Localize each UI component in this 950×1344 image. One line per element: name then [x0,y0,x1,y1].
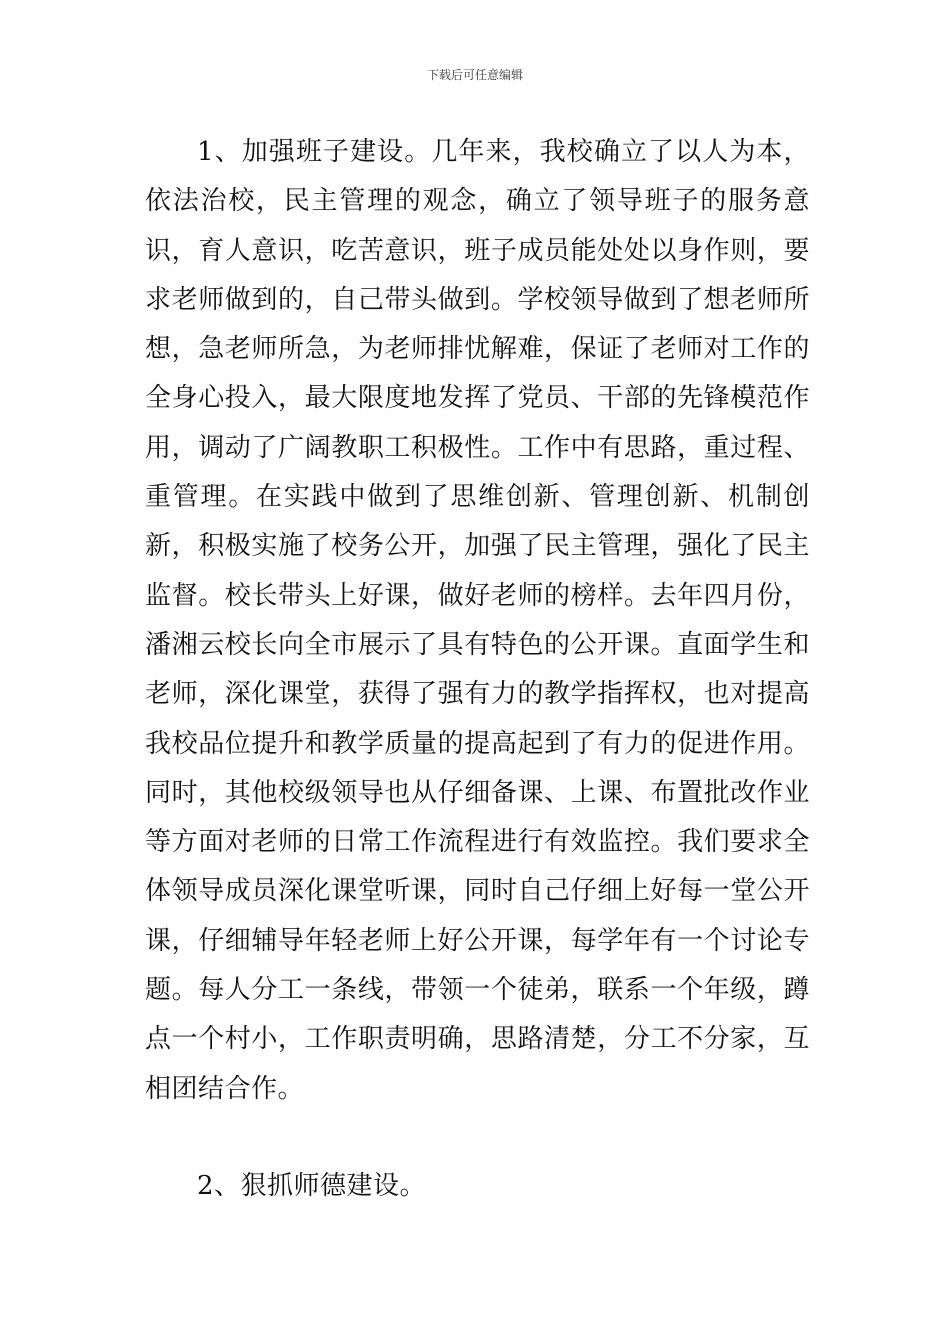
header-note: 下载后可任意编辑 [426,68,523,82]
paragraph-spacer [145,1114,810,1162]
paragraph-class-leadership: 1、加强班子建设。几年来，我校确立了以人为本，依法治校，民主管理的观念，确立了领导班子的服务意识，育人意识，吃苦意识，班子成员能处处以身作则，要求老师做到的，自己带头做到。学校领导做到了想老师所想，急老师所急，为老师排忧解难，保证了老师对工作的全身心投入，最大限度地发挥了党员、干部的先锋模范作用，调动了广阔教职工积极性。工作中有思路，重过程、重管理。在实践中做到了思维创新、管理创新、机制创新，积极实施了校务公开，加强了民主管理，强化了民主监督。校长带头上好课，做好老师的榜样。去年四月份，潘湘云校长向全市展示了具有特色的公开课。直面学生和老师，深化课堂，获得了强有力的教学指挥权，也对提高我校品位提升和教学质量的提高起到了有力的促进作用。同时，其他校级领导也从仔细备课、上课、布置批改作业等方面对老师的日常工作流程进行有效监控。我们要求全体领导成员深化课堂听课，同时自己仔细上好每一堂公开课，仔细辅导年轻老师上好公开课，每学年有一个讨论专题。每人分工一条线，带领一个徒弟，联系一个年级，蹲点一个村小，工作职责明确，思路清楚，分工不分家，互相团结合作。 [145,137,810,1104]
paragraph-teacher-ethics: 2、狠抓师德建设。 [197,1170,427,1201]
document-body [145,128,810,1211]
